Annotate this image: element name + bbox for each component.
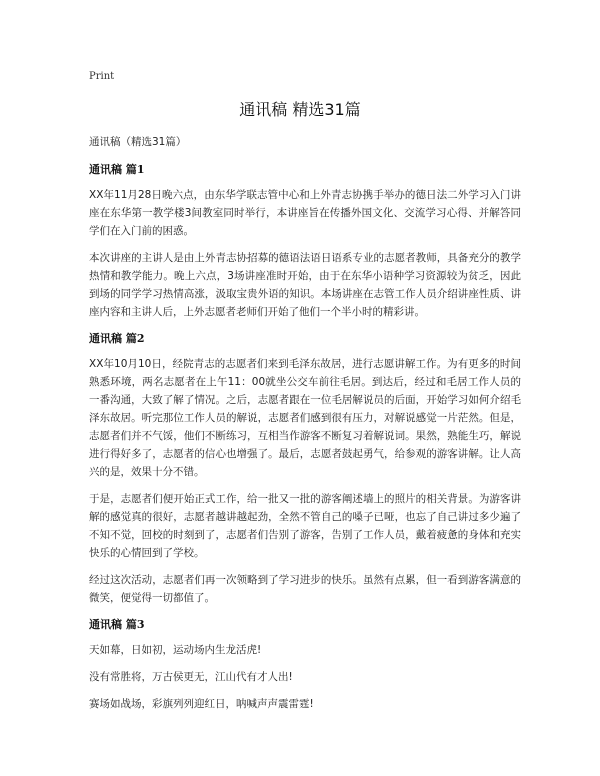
section-1 — [89, 161, 521, 321]
paragraph: XX年11月28日晚六点，由东华学联志管中心和上外青志协携手举办的德日法二外学习入门讲座在东华第一教学楼3间教室同时举行，本讲座旨在传播外国文化、交流学习心得、并解答同学们在入门前的困惑。 — [89, 189, 521, 237]
paragraph: XX年10月10日，经院青志的志愿者们来到毛泽东故居，进行志愿讲解工作。为有更多的时间熟悉环境，两名志愿者在上午11：00就坐公交车前往毛居。到达后，经过和毛居工作人员的一番沟通，大致了解了情况。之后，志愿者跟在一位毛居解说员的后面，开始学习如何介绍毛泽东故居。听完那位工作人员的解说，志愿者们感到很有压力，对解说感觉一片茫然。但是，志愿者们并不气馁，他们不断练习，互相当作游客不断复习着解说词。果然，熟能生巧，解说进行得好多了，志愿者的信心也增强了。最后，志愿者鼓起勇气，给参观的游客讲解。让人高兴的是，效果十分不错。 — [89, 358, 521, 478]
section-heading: 通讯稿 篇1 — [89, 163, 145, 176]
section-3 — [89, 616, 521, 713]
document-body — [89, 133, 521, 722]
paragraph: 经过这次活动，志愿者们再一次领略到了学习进步的快乐。虽然有点累，但一看到游客满意的微笑，便觉得一切都值了。 — [89, 574, 521, 604]
section-heading: 通讯稿 篇2 — [89, 332, 145, 345]
document-subtitle: 通讯稿（精选31篇） — [89, 136, 187, 148]
paragraph: 没有常胜将，万古侯更无，江山代有才人出! — [89, 671, 293, 683]
section-2 — [89, 330, 521, 607]
paragraph: 本次讲座的主讲人是由上外青志协招募的德语法语日语系专业的志愿者教师，具备充分的教学热情和教学能力。晚上六点，3场讲座准时开始，由于在东华小语种学习资源较为贫乏，因此到场的同学学习热情高涨，汲取宝贵外语的知识。本场讲座在志管工作人员介绍讲座性质、讲座内容和主讲人后，上外志愿者老师们开始了他们一个半小时的精彩讲。 — [89, 252, 521, 318]
section-heading: 通讯稿 篇3 — [89, 618, 145, 631]
paragraph: 天如幕，日如初，运动场内生龙活虎! — [89, 644, 262, 656]
print-link[interactable]: Print — [89, 71, 115, 82]
paragraph: 赛场如战场，彩旗列列迎红日，呐喊声声震雷霆! — [89, 698, 314, 710]
paragraph: 于是，志愿者们便开始正式工作，给一批又一批的游客阐述墙上的照片的相关背景。为游客讲解的感觉真的很好，志愿者越讲越起劲，全然不管自己的嗓子已哑，也忘了自己讲过多少遍了不知不觉，回校的时刻到了，志愿者们告别了游客，告别了工作人员，戴着疲惫的身体和充实快乐的心情回到了学校。 — [89, 493, 521, 559]
page-title: 通讯稿 精选31篇 — [239, 100, 361, 119]
